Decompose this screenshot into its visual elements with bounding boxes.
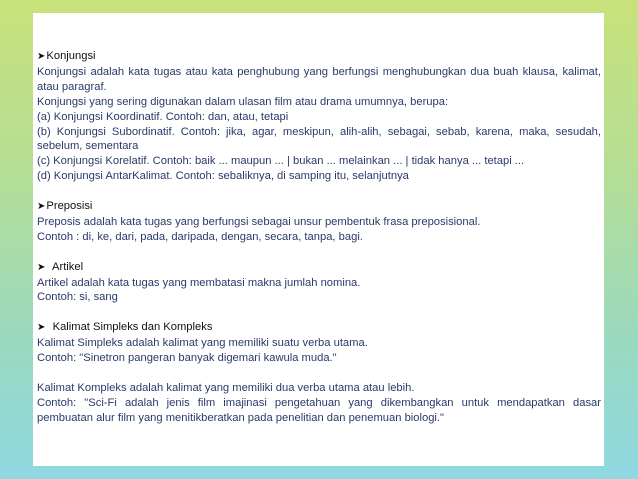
konjungsi-item-b: (b) Konjungsi Subordinatif. Contoh: jika, agar, meskipun, alih-alih, sebagai, sebab, karena, maka, sesudah, sebelum, sementara	[37, 125, 601, 153]
section-heading-artikel: ➤ Artikel	[37, 260, 84, 273]
kompleks-example: Contoh: "Sci-Fi adalah jenis film imajinasi pengetahuan yang dikembangkan untuk mendapatkan dasar pembuatan alur film yang menitikberatkan pada penelitian dan penemuan biologi."	[37, 396, 601, 424]
konjungsi-item-c: (c) Konjungsi Korelatif. Contoh: baik ... maupun ... | bukan ... melainkan ... | tidak hanya ... tetapi ...	[37, 155, 525, 168]
artikel-example: Contoh: si, sang	[37, 291, 118, 304]
slide-content	[33, 13, 604, 466]
spacer	[37, 305, 601, 320]
preposisi-definition: Preposis adalah kata tugas yang berfungsi sebagai unsur pembentuk frasa preposisional.	[37, 215, 481, 228]
spacer	[37, 245, 601, 260]
simpleks-definition: Kalimat Simpleks adalah kalimat yang memiliki suatu verba utama.	[37, 337, 368, 350]
konjungsi-definition: Konjungsi adalah kata tugas atau kata penghubung yang berfungsi menghubungkan dua buah klausa, kalimat, atau paragraf.	[37, 65, 601, 93]
simpleks-example: Contoh: "Sinetron pangeran banyak digemari kawula muda."	[37, 352, 337, 365]
kompleks-definition: Kalimat Kompleks adalah kalimat yang memiliki dua verba utama atau lebih.	[37, 381, 415, 394]
arrow-bullet-icon: ➤	[37, 261, 46, 273]
arrow-bullet-icon: ➤	[37, 322, 46, 334]
artikel-definition: Artikel adalah kata tugas yang membatasi makna jumlah nomina.	[37, 276, 361, 289]
konjungsi-intro: Konjungsi yang sering digunakan dalam ulasan film atau drama umumnya, berupa:	[37, 95, 449, 108]
konjungsi-item-a: (a) Konjungsi Koordinatif. Contoh: dan, atau, tetapi	[37, 110, 289, 123]
arrow-bullet-icon: ➤	[37, 51, 46, 62]
spacer	[37, 184, 601, 199]
section-heading-konjungsi: ➤Konjungsi	[37, 50, 96, 62]
arrow-bullet-icon: ➤	[37, 201, 46, 213]
section-heading-preposisi: ➤Preposisi	[37, 200, 93, 213]
spacer	[37, 366, 601, 381]
konjungsi-item-d: (d) Konjungsi AntarKalimat. Contoh: sebaliknya, di samping itu, selanjutnya	[37, 170, 409, 183]
preposisi-example: Contoh : di, ke, dari, pada, daripada, dengan, secara, tanpa, bagi.	[37, 230, 363, 243]
section-heading-kalimat: ➤ Kalimat Simpleks dan Kompleks	[37, 321, 213, 334]
